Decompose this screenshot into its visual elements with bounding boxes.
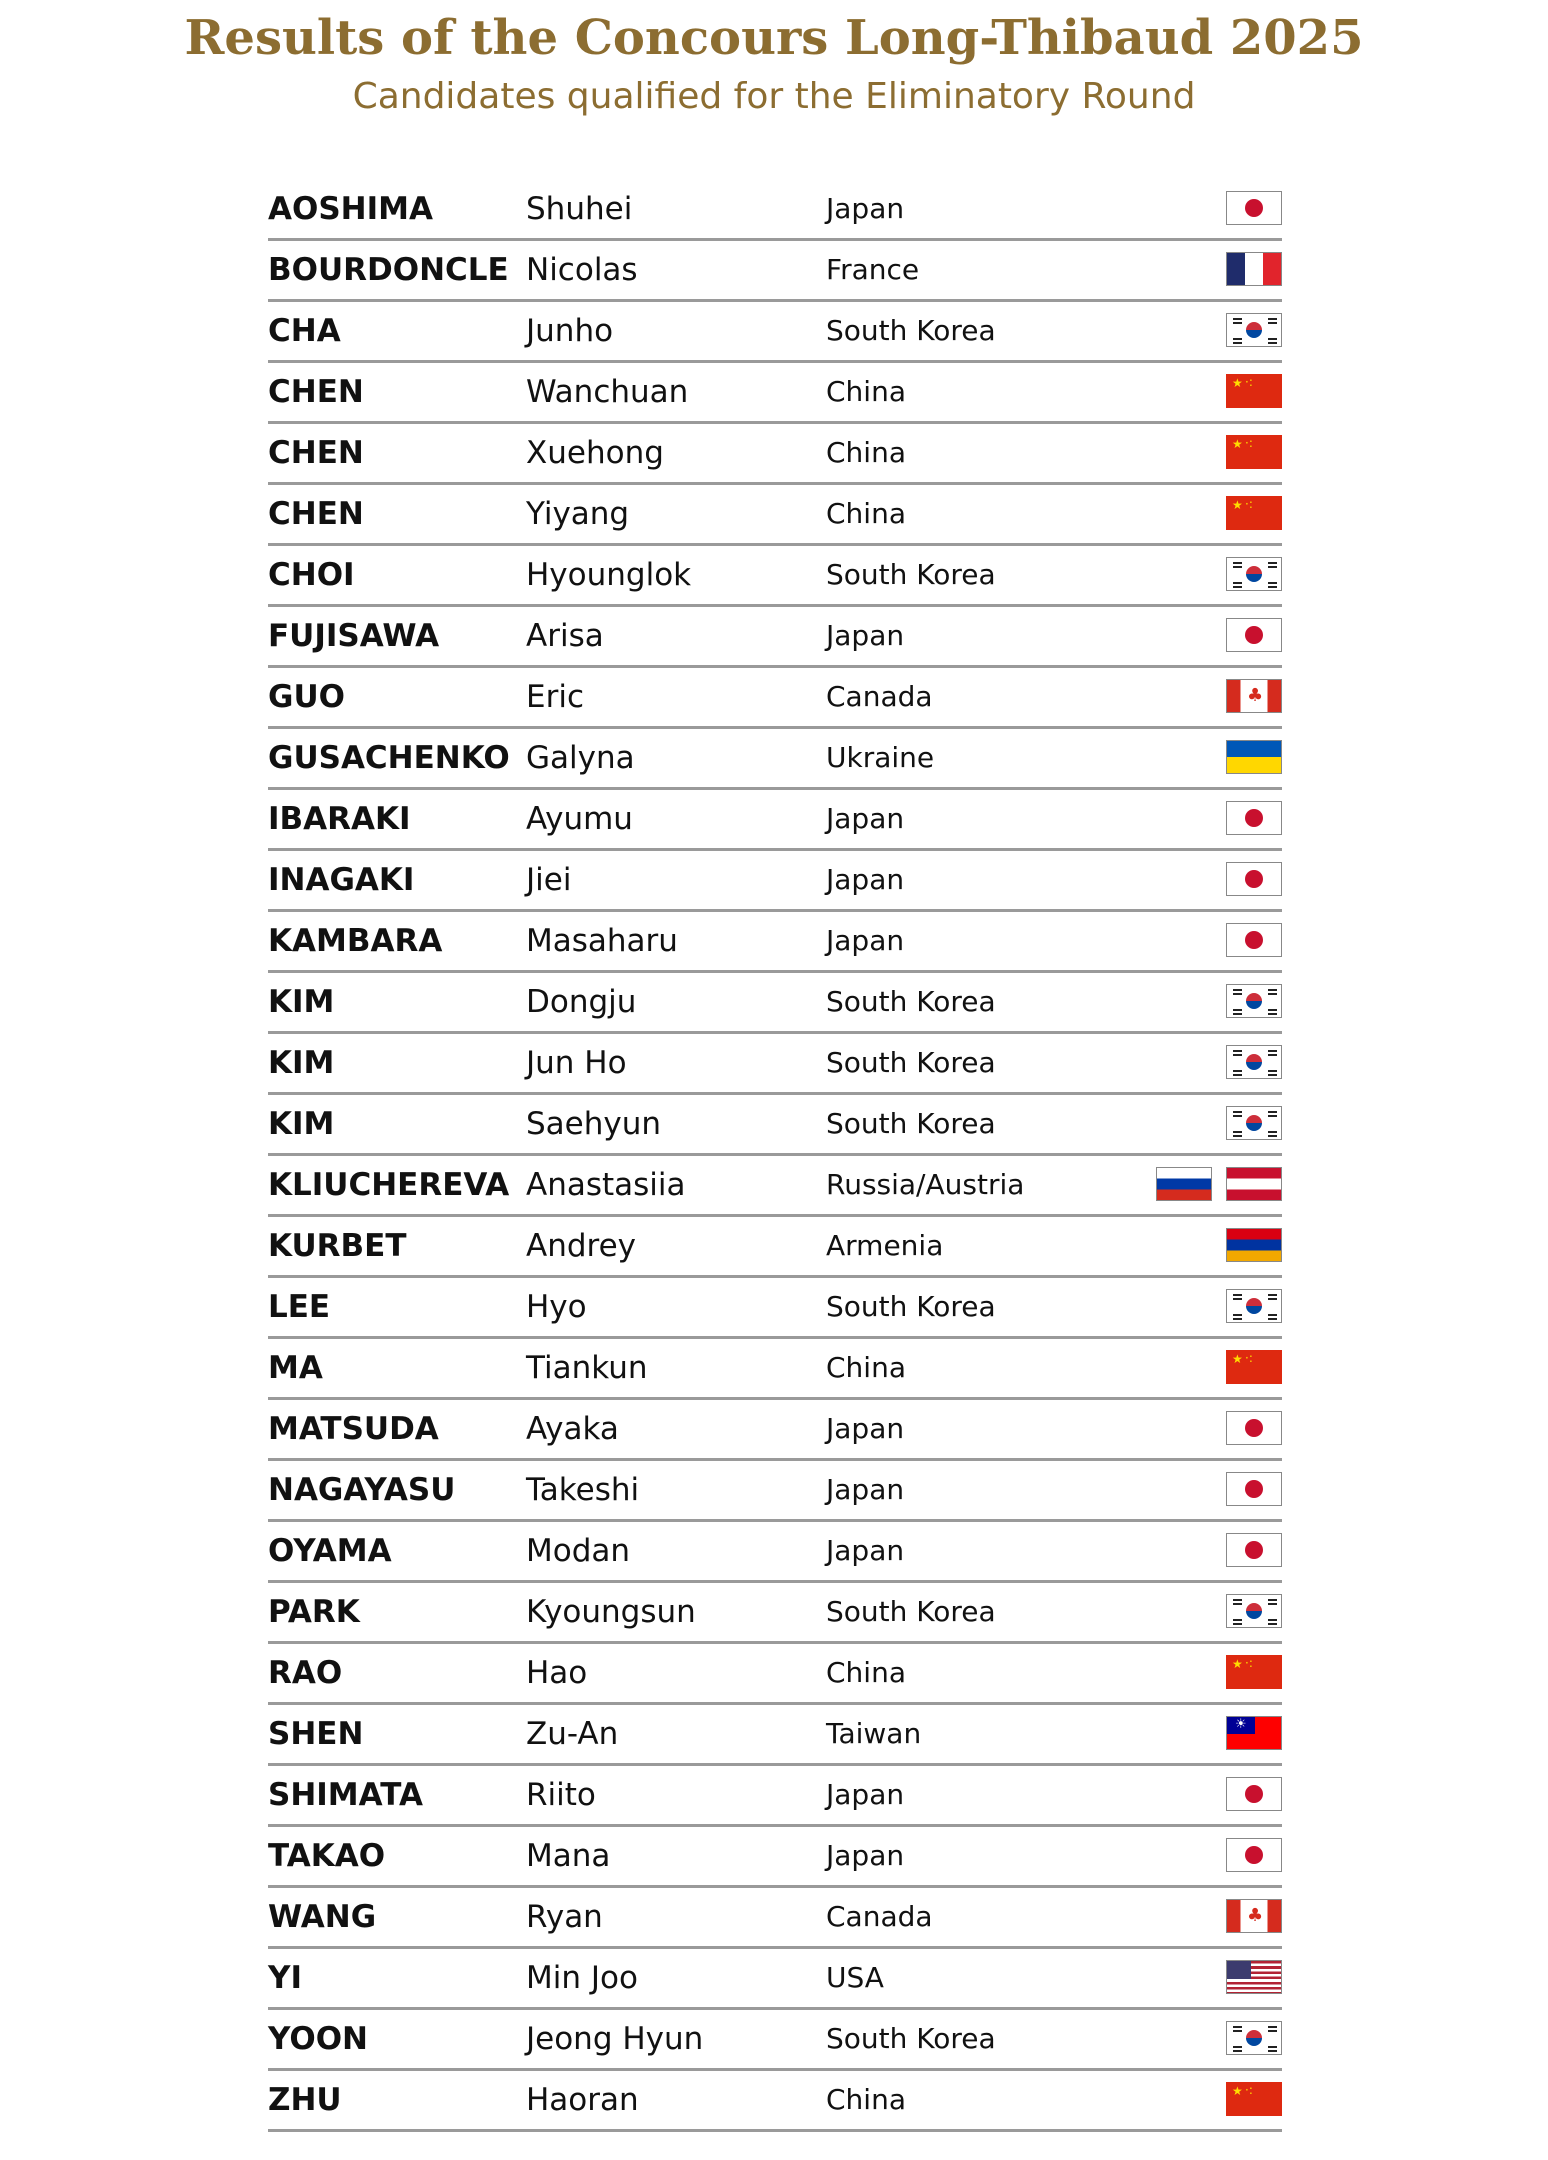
canada-flag-icon	[1226, 1899, 1282, 1933]
candidate-given-name: Andrey	[526, 1228, 637, 1264]
country-flags	[1226, 435, 1282, 469]
armenia-flag-icon	[1226, 1228, 1282, 1262]
japan-flag-icon	[1226, 1533, 1282, 1567]
candidate-given-name: Ayumu	[526, 801, 633, 837]
page-subtitle: Candidates qualified for the Eliminatory Round	[352, 76, 1196, 117]
candidate-surname: CHOI	[268, 557, 355, 593]
candidate-given-name: Mana	[526, 1838, 611, 1874]
candidate-country: China	[826, 2083, 906, 2116]
japan-flag-icon	[1226, 801, 1282, 835]
usa-flag-icon	[1226, 1960, 1282, 1994]
south-korea-flag-icon	[1226, 557, 1282, 591]
table-row	[268, 1095, 1282, 1156]
country-flags	[1226, 374, 1282, 408]
table-row	[268, 1278, 1282, 1339]
candidate-surname: KIM	[268, 984, 335, 1020]
ukraine-flag-icon	[1226, 740, 1282, 774]
table-row	[268, 851, 1282, 912]
table-row	[268, 1400, 1282, 1461]
candidate-surname: SHEN	[268, 1716, 364, 1752]
canada-flag-icon	[1226, 679, 1282, 713]
south-korea-flag-icon	[1226, 2021, 1282, 2055]
candidate-surname: NAGAYASU	[268, 1472, 456, 1508]
country-flags	[1226, 252, 1282, 286]
candidate-surname: SHIMATA	[268, 1777, 423, 1813]
candidate-surname: CHEN	[268, 374, 364, 410]
country-flags	[1226, 1777, 1282, 1811]
south-korea-flag-icon	[1226, 1045, 1282, 1079]
candidate-surname: CHEN	[268, 496, 364, 532]
table-row	[268, 1766, 1282, 1827]
candidate-country: USA	[826, 1961, 884, 1994]
candidate-given-name: Jiei	[526, 862, 572, 898]
table-row	[268, 1644, 1282, 1705]
country-flags	[1226, 496, 1282, 530]
candidate-surname: RAO	[268, 1655, 343, 1691]
south-korea-flag-icon	[1226, 1106, 1282, 1140]
candidate-given-name: Dongju	[526, 984, 637, 1020]
candidate-given-name: Shuhei	[526, 191, 633, 227]
candidate-country: South Korea	[826, 1290, 996, 1323]
japan-flag-icon	[1226, 1411, 1282, 1445]
russia-flag-icon	[1156, 1167, 1212, 1201]
country-flags	[1226, 1899, 1282, 1933]
candidate-given-name: Yiyang	[526, 496, 630, 532]
candidate-country: Japan	[826, 802, 905, 835]
candidate-given-name: Min Joo	[526, 1960, 638, 1996]
table-row	[268, 1034, 1282, 1095]
candidate-country: Canada	[826, 1900, 933, 1933]
candidate-surname: MATSUDA	[268, 1411, 439, 1447]
table-row	[268, 607, 1282, 668]
table-row	[268, 1217, 1282, 1278]
candidate-given-name: Saehyun	[526, 1106, 662, 1142]
candidate-surname: KIM	[268, 1106, 335, 1142]
country-flags	[1226, 1045, 1282, 1079]
country-flags	[1226, 1838, 1282, 1872]
candidate-surname: YOON	[268, 2021, 368, 2057]
candidate-given-name: Modan	[526, 1533, 631, 1569]
candidate-given-name: Hyounglok	[526, 557, 692, 593]
country-flags	[1226, 1533, 1282, 1567]
table-row	[268, 1827, 1282, 1888]
candidate-country: Japan	[826, 1473, 905, 1506]
south-korea-flag-icon	[1226, 984, 1282, 1018]
austria-flag-icon	[1226, 1167, 1282, 1201]
country-flags	[1226, 862, 1282, 896]
candidate-given-name: Ayaka	[526, 1411, 619, 1447]
candidate-country: Armenia	[826, 1229, 944, 1262]
candidate-country: Russia/Austria	[826, 1168, 1025, 1201]
country-flags	[1226, 2082, 1282, 2116]
country-flags	[1226, 984, 1282, 1018]
candidate-given-name: Tiankun	[526, 1350, 648, 1386]
japan-flag-icon	[1226, 1838, 1282, 1872]
country-flags	[1226, 557, 1282, 591]
candidate-given-name: Eric	[526, 679, 584, 715]
candidate-surname: GUSACHENKO	[268, 740, 510, 776]
candidate-given-name: Takeshi	[526, 1472, 640, 1508]
candidate-given-name: Zu-An	[526, 1716, 619, 1752]
candidate-surname: CHEN	[268, 435, 364, 471]
south-korea-flag-icon	[1226, 1594, 1282, 1628]
candidate-country: Japan	[826, 924, 905, 957]
candidate-country: South Korea	[826, 1046, 996, 1079]
candidate-surname: KLIUCHEREVA	[268, 1167, 510, 1203]
country-flags	[1226, 1411, 1282, 1445]
candidate-surname: OYAMA	[268, 1533, 392, 1569]
candidate-country: Ukraine	[826, 741, 935, 774]
candidate-given-name: Riito	[526, 1777, 596, 1813]
country-flags	[1226, 1594, 1282, 1628]
table-row	[268, 1461, 1282, 1522]
candidate-country: Japan	[826, 619, 905, 652]
candidate-given-name: Xuehong	[526, 435, 664, 471]
candidate-given-name: Anastasiia	[526, 1167, 686, 1203]
country-flags	[1226, 1350, 1282, 1384]
candidate-surname: KIM	[268, 1045, 335, 1081]
candidate-given-name: Kyoungsun	[526, 1594, 696, 1630]
table-row	[268, 912, 1282, 973]
table-row	[268, 1949, 1282, 2010]
candidate-country: Japan	[826, 192, 905, 225]
candidate-surname: TAKAO	[268, 1838, 386, 1874]
candidate-surname: GUO	[268, 679, 345, 715]
candidate-surname: FUJISAWA	[268, 618, 440, 654]
country-flags	[1226, 313, 1282, 347]
candidate-surname: IBARAKI	[268, 801, 411, 837]
candidate-country: Japan	[826, 1839, 905, 1872]
country-flags	[1226, 1716, 1282, 1750]
japan-flag-icon	[1226, 923, 1282, 957]
candidate-surname: BOURDONCLE	[268, 252, 509, 288]
candidate-country: South Korea	[826, 314, 996, 347]
candidate-surname: CHA	[268, 313, 341, 349]
table-row	[268, 1583, 1282, 1644]
country-flags	[1226, 1655, 1282, 1689]
table-row	[268, 1705, 1282, 1766]
country-flags	[1226, 1106, 1282, 1140]
south-korea-flag-icon	[1226, 313, 1282, 347]
table-row	[268, 241, 1282, 302]
china-flag-icon	[1226, 496, 1282, 530]
candidate-surname: INAGAKI	[268, 862, 415, 898]
candidate-country: Taiwan	[826, 1717, 922, 1750]
candidate-surname: MA	[268, 1350, 323, 1386]
candidate-country: Japan	[826, 1412, 905, 1445]
japan-flag-icon	[1226, 1777, 1282, 1811]
candidate-given-name: Hyo	[526, 1289, 587, 1325]
candidate-country: Japan	[826, 1778, 905, 1811]
table-row	[268, 363, 1282, 424]
candidate-country: Japan	[826, 863, 905, 896]
table-row	[268, 668, 1282, 729]
candidate-country: South Korea	[826, 985, 996, 1018]
candidate-given-name: Arisa	[526, 618, 604, 654]
table-row	[268, 1156, 1282, 1217]
japan-flag-icon	[1226, 862, 1282, 896]
table-row	[268, 1888, 1282, 1949]
table-row	[268, 2071, 1282, 2132]
candidate-surname: AOSHIMA	[268, 191, 433, 227]
country-flags	[1226, 618, 1282, 652]
candidate-given-name: Jun Ho	[526, 1045, 627, 1081]
candidate-country: China	[826, 375, 906, 408]
candidate-country: China	[826, 1656, 906, 1689]
japan-flag-icon	[1226, 191, 1282, 225]
candidate-given-name: Galyna	[526, 740, 635, 776]
candidate-given-name: Hao	[526, 1655, 588, 1691]
japan-flag-icon	[1226, 1472, 1282, 1506]
china-flag-icon	[1226, 1655, 1282, 1689]
candidate-surname: YI	[268, 1960, 302, 1996]
candidate-country: Canada	[826, 680, 933, 713]
candidate-country: South Korea	[826, 558, 996, 591]
candidate-surname: PARK	[268, 1594, 360, 1630]
candidate-country: France	[826, 253, 920, 286]
country-flags	[1226, 740, 1282, 774]
candidate-given-name: Jeong Hyun	[526, 2021, 704, 2057]
table-row	[268, 1522, 1282, 1583]
page-title: Results of the Concours Long-Thibaud 2025	[184, 10, 1364, 66]
country-flags	[1226, 1472, 1282, 1506]
japan-flag-icon	[1226, 618, 1282, 652]
country-flags	[1226, 2021, 1282, 2055]
table-row	[268, 1339, 1282, 1400]
table-row	[268, 424, 1282, 485]
candidate-given-name: Ryan	[526, 1899, 603, 1935]
candidate-country: South Korea	[826, 2022, 996, 2055]
candidate-surname: ZHU	[268, 2082, 342, 2118]
table-row	[268, 2010, 1282, 2071]
country-flags	[1226, 923, 1282, 957]
candidate-surname: KAMBARA	[268, 923, 443, 959]
south-korea-flag-icon	[1226, 1289, 1282, 1323]
country-flags	[1226, 801, 1282, 835]
candidate-country: China	[826, 1351, 906, 1384]
china-flag-icon	[1226, 1350, 1282, 1384]
country-flags	[1226, 1289, 1282, 1323]
candidate-given-name: Wanchuan	[526, 374, 689, 410]
france-flag-icon	[1226, 252, 1282, 286]
candidate-given-name: Junho	[526, 313, 614, 349]
table-row	[268, 973, 1282, 1034]
candidate-country: South Korea	[826, 1107, 996, 1140]
candidate-country: Japan	[826, 1534, 905, 1567]
candidate-given-name: Nicolas	[526, 252, 638, 288]
table-row	[268, 729, 1282, 790]
candidate-country: China	[826, 497, 906, 530]
china-flag-icon	[1226, 374, 1282, 408]
candidate-given-name: Haoran	[526, 2082, 639, 2118]
country-flags	[1226, 679, 1282, 713]
country-flags	[1226, 191, 1282, 225]
country-flags	[1156, 1167, 1282, 1201]
table-row	[268, 485, 1282, 546]
country-flags	[1226, 1960, 1282, 1994]
country-flags	[1226, 1228, 1282, 1262]
candidate-country: South Korea	[826, 1595, 996, 1628]
china-flag-icon	[1226, 435, 1282, 469]
table-row	[268, 790, 1282, 851]
table-row	[268, 180, 1282, 241]
china-flag-icon	[1226, 2082, 1282, 2116]
candidate-country: China	[826, 436, 906, 469]
taiwan-flag-icon	[1226, 1716, 1282, 1750]
candidate-list	[268, 180, 1282, 2132]
candidate-given-name: Masaharu	[526, 923, 678, 959]
candidate-surname: LEE	[268, 1289, 331, 1325]
candidate-surname: KURBET	[268, 1228, 407, 1264]
table-row	[268, 546, 1282, 607]
table-row	[268, 302, 1282, 363]
candidate-surname: WANG	[268, 1899, 377, 1935]
